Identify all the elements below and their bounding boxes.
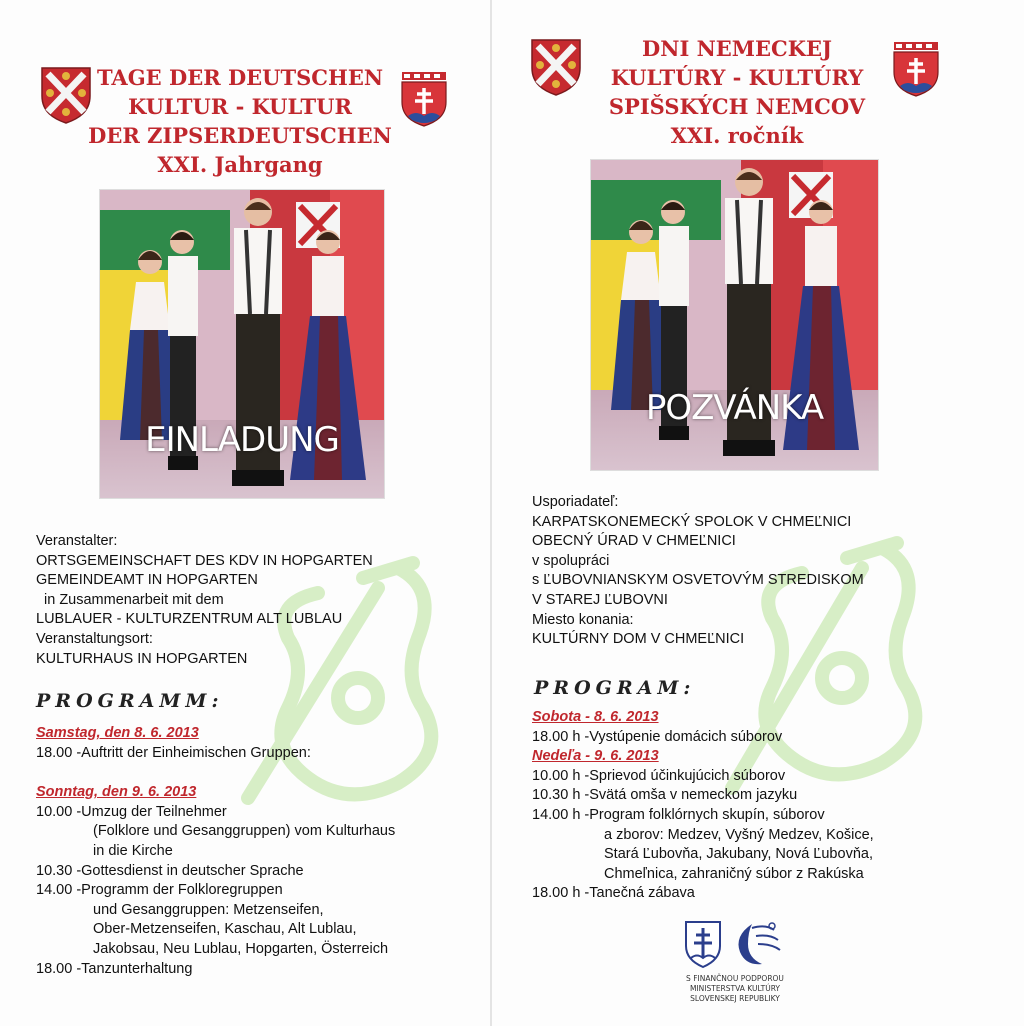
organizer-line: in Zusammenarbeit mit dem xyxy=(44,591,224,608)
program-description: Tanečná zábava xyxy=(589,885,695,902)
program-schedule-german xyxy=(36,724,395,979)
program-description-continued: (Folklore und Gesanggruppen) vom Kulturhaus xyxy=(93,823,396,840)
title-line: KULTUR - KULTUR xyxy=(128,94,352,119)
program-item xyxy=(36,803,395,823)
photo-caption-einladung: EINLADUNG xyxy=(145,420,339,460)
ministry-of-culture-logo-icon xyxy=(682,918,788,970)
organizer-line: LUBLAUER - KULTURZENTRUM ALT LUBLAU xyxy=(36,611,343,628)
program-time: 18.00 - xyxy=(36,744,82,761)
coat-of-arms-icon xyxy=(530,38,582,96)
program-heading-german: PROGRAMM: xyxy=(36,690,224,712)
program-description: Program folklórnych skupín, súborov xyxy=(589,806,825,823)
program-description-continued: Stará Ľubovňa, Jakubany, Nová Ľubovňa, xyxy=(604,846,873,863)
program-time: 10.00 h - xyxy=(532,767,590,784)
program-time: 10.00 - xyxy=(36,803,82,820)
organizer-line: OBECNÝ ÚRAD V CHMEĽNICI xyxy=(532,533,736,550)
organizer-info-slovak xyxy=(532,493,864,650)
program-item xyxy=(36,960,395,980)
organizer-line: KULTÚRNY DOM V CHMEĽNICI xyxy=(532,631,745,648)
program-description: Umzug der Teilnehmer xyxy=(81,803,227,820)
program-description: Vystúpenie domácich súborov xyxy=(589,728,783,745)
program-item xyxy=(532,767,874,787)
slovak-coat-of-arms-icon xyxy=(892,40,940,98)
right-panel-slovak xyxy=(492,0,1024,1026)
program-time: 10.30 h - xyxy=(532,787,590,804)
program-time: 14.00 - xyxy=(36,882,82,899)
title-line: XXI. Jahrgang xyxy=(157,152,323,177)
title-line: XXI. ročník xyxy=(670,123,804,148)
program-description: Tanzunterhaltung xyxy=(81,960,193,977)
program-item xyxy=(36,744,395,764)
program-description: Auftritt der Einheimischen Gruppen: xyxy=(81,744,311,761)
program-item xyxy=(532,786,874,806)
event-title-slovak xyxy=(582,34,892,150)
organizer-line: GEMEINDEAMT IN HOPGARTEN xyxy=(36,572,258,589)
program-description-continued: Chmeľnica, zahraničný súbor z Rakúska xyxy=(604,865,864,882)
organizer-line: V STAREJ ĽUBOVNI xyxy=(532,591,668,608)
title-line: DNI NEMECKEJ xyxy=(642,36,832,61)
program-date-saturday: Samstag, den 8. 6. 2013 xyxy=(36,725,199,741)
program-item xyxy=(36,862,395,882)
program-time: 18.00 - xyxy=(36,960,82,977)
title-line: DER ZIPSERDEUTSCHEN xyxy=(88,123,392,148)
sponsor-text xyxy=(655,974,815,1004)
program-item xyxy=(532,806,874,826)
photo-caption-pozvanka: POZVÁNKA xyxy=(645,388,824,428)
program-description-continued: a zborov: Medzev, Vyšný Medzev, Košice, xyxy=(604,826,874,843)
sponsor-line: SLOVENSKEJ REPUBLIKY xyxy=(690,994,780,1003)
program-description-continued: und Gesanggruppen: Metzenseifen, xyxy=(93,901,324,918)
program-time: 10.30 - xyxy=(36,862,82,879)
left-panel-german xyxy=(0,0,490,1026)
title-line: KULTÚRY - KULTÚRY xyxy=(610,65,864,90)
program-time: 18.00 h - xyxy=(532,885,590,902)
organizer-line: v spolupráci xyxy=(532,552,610,569)
sponsor-line: S FINANČNOU PODPOROU xyxy=(686,974,784,983)
program-date-sunday: Nedeľa - 9. 6. 2013 xyxy=(532,748,659,765)
program-description-continued: Jakobsau, Neu Lublau, Hopgarten, Österreich xyxy=(93,940,389,957)
title-line: SPIŠSKÝCH NEMCOV xyxy=(608,94,866,119)
organizer-info-german xyxy=(36,532,373,669)
program-item xyxy=(532,728,874,748)
sponsor-line: MINISTERSTVA KULTÚRY xyxy=(689,984,781,993)
event-title-german xyxy=(60,63,420,179)
program-description: Sprievod účinkujúcich súborov xyxy=(589,767,786,784)
dancers-photo xyxy=(590,159,879,471)
program-time: 14.00 h - xyxy=(532,806,590,823)
program-time: 18.00 h - xyxy=(532,728,590,745)
organizer-line: Usporiadateľ: xyxy=(532,494,619,510)
program-description-continued: Ober-Metzenseifen, Kaschau, Alt Lublau, xyxy=(93,921,357,938)
organizer-line: ORTSGEMEINSCHAFT DES KDV IN HOPGARTEN xyxy=(36,552,373,569)
program-description: Programm der Folkloregruppen xyxy=(81,882,283,899)
program-heading-slovak: PROGRAM: xyxy=(534,677,696,699)
program-date-sunday: Sonntag, den 9. 6. 2013 xyxy=(36,784,197,801)
program-description: Svätá omša v nemeckom jazyku xyxy=(589,787,798,804)
organizer-line: s ĽUBOVNIANSKYM OSVETOVÝM STREDISKOM xyxy=(532,572,864,589)
program-description-continued: in die Kirche xyxy=(93,842,173,859)
program-date-saturday: Sobota - 8. 6. 2013 xyxy=(532,709,659,725)
title-line: TAGE DER DEUTSCHEN xyxy=(96,65,384,90)
program-schedule-slovak xyxy=(532,708,874,904)
program-description: Gottesdienst in deutscher Sprache xyxy=(81,862,304,879)
organizer-line: Miesto konania: xyxy=(532,611,634,628)
program-item xyxy=(532,884,874,904)
organizer-line: Veranstaltungsort: xyxy=(36,630,153,647)
organizer-line: KARPATSKONEMECKÝ SPOLOK V CHMEĽNICI xyxy=(532,513,852,530)
organizer-line: Veranstalter: xyxy=(36,533,118,549)
organizer-line: KULTURHAUS IN HOPGARTEN xyxy=(36,650,248,667)
dancers-photo xyxy=(99,189,385,499)
program-item xyxy=(36,881,395,901)
